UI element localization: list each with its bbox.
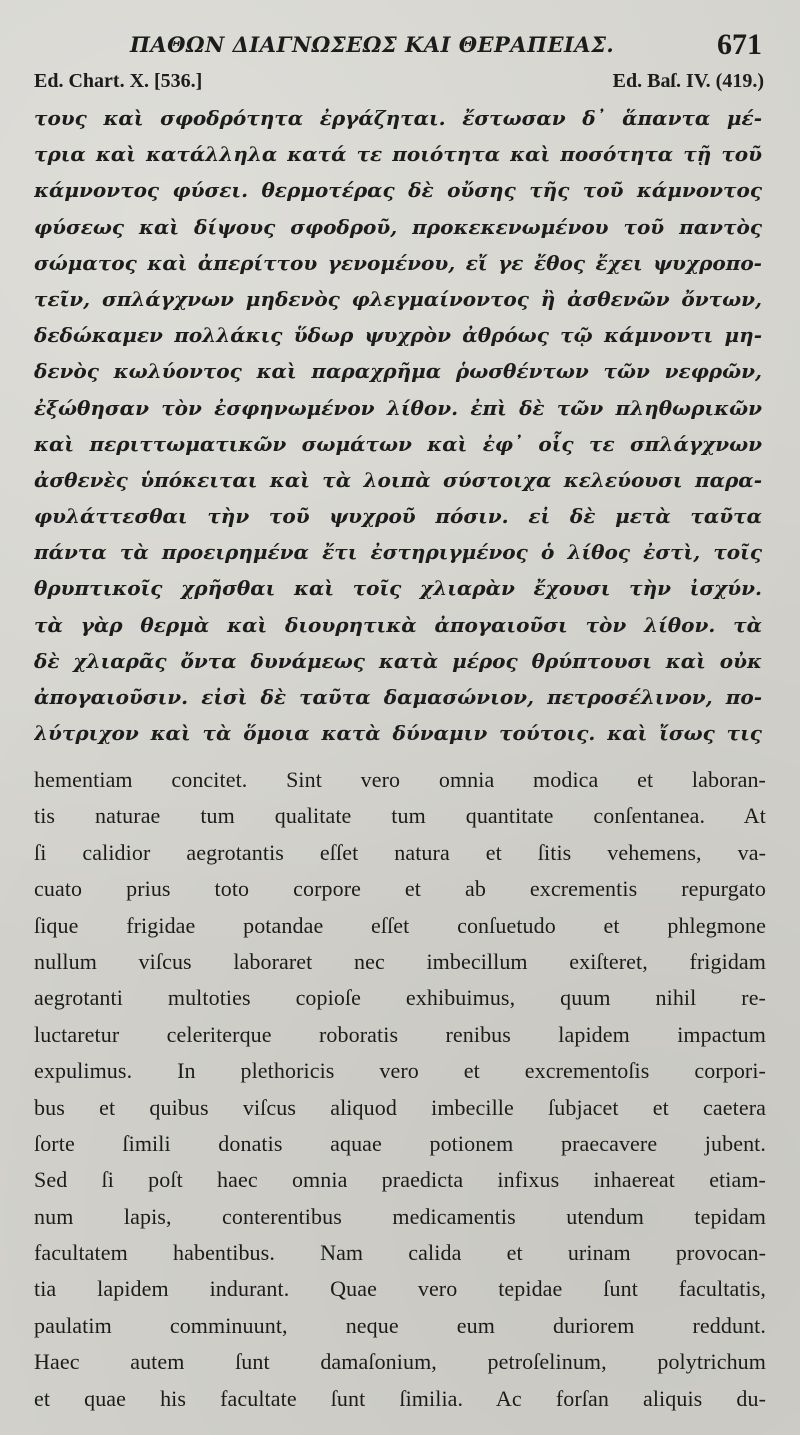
running-head (0, 28, 800, 64)
greek-text-line: κάμνοντος φύσει. θερμοτέρας δὲ οὔσης τῆς τοῦ κάμνοντος (34, 178, 762, 203)
latin-text-line: facultatem habentibus. Nam calida et urinam provocan- (34, 1240, 766, 1266)
greek-text-line: τρια καὶ κατάλληλα κατά τε ποιότητα καὶ ποσότητα τῇ τοῦ (34, 142, 762, 167)
page-number: 671 (717, 28, 762, 61)
greek-text-line: δεδώκαμεν πολλάκις ὕδωρ ψυχρὸν ἀθρόως τῷ κάμνοντι μη- (34, 323, 762, 348)
greek-text-line: τεῖν, σπλάγχνων μηδενὸς φλεγμαίνοντος ἢ ἀσθενῶν ὄντων, (34, 286, 762, 311)
latin-text-line: expulimus. In plethoricis vero et excrementoſis corpori- (34, 1058, 766, 1084)
greek-text-line: τὰ γὰρ θερμὰ καὶ διουρητικὰ ἀπογαιοῦσι τὸν λίθον. τὰ (34, 612, 762, 637)
greek-text-block (34, 100, 762, 751)
latin-text-block (34, 762, 766, 1417)
latin-text-line: et quae his facultate ſunt ſimilia. Ac forſan aliquis du- (34, 1385, 766, 1411)
latin-text-line: tia lapidem indurant. Quae vero tepidae ſunt facultatis, (34, 1276, 766, 1302)
latin-text-line: tis naturae tum qualitate tum quantitate conſentanea. At (34, 803, 766, 829)
latin-text-line: aegrotanti multoties copioſe exhibuimus, quum nihil re- (34, 985, 766, 1011)
greek-text-line: λύτριχον καὶ τὰ ὅμοια κατὰ δύναμιν τούτοις. καὶ ἴσως τις (34, 721, 762, 746)
latin-text-line: cuato prius toto corpore et ab excrementis repurgato (34, 876, 766, 902)
greek-text-line: τους καὶ σφοδρότητα ἐργάζηται. ἔστωσαν δ᾽ ἅπαντα μέ- (34, 106, 762, 130)
greek-text-line: ἀπογαιοῦσιν. εἰσὶ δὲ ταῦτα δαμασώνιον, πετροσέλινον, πο- (34, 685, 762, 709)
greek-text-line: ἀσθενὲς ὑπόκειται καὶ τὰ λοιπὰ σύστοιχα κελεύουσι παρα- (34, 467, 762, 492)
greek-text-line: πάντα τὰ προειρημένα ἔτι ἐστηριγμένος ὁ λίθος ἐστὶ, τοῖς (34, 540, 762, 565)
running-title: ΠΑΘΩΝ ΔΙΑΓΝΩΣΕΩΣ ΚΑΙ ΘΕΡΑΠΕΙΑΣ. (130, 32, 615, 57)
latin-text-line: nullum viſcus laboraret nec imbecillum exiſteret, frigidam (34, 948, 766, 974)
latin-text-line: bus et quibus viſcus aliquod imbecille ſubjacet et caetera (34, 1094, 766, 1120)
greek-text-line: καὶ περιττωματικῶν σωμάτων καὶ ἐφ᾽ οἷς τε σπλάγχνων (34, 431, 762, 456)
latin-text-line: luctaretur celeriterque roboratis renibus lapidem impactum (34, 1021, 766, 1047)
greek-text-line: δενὸς κωλύοντος καὶ παραχρῆμα ῥωσθέντων τῶν νεφρῶν, (34, 359, 762, 384)
latin-text-line: hementiam concitet. Sint vero omnia modica et laboran- (34, 767, 766, 792)
latin-text-line: paulatim comminuunt, neque eum duriorem reddunt. (34, 1312, 766, 1338)
edition-references (34, 70, 764, 100)
edition-basel-reference: Ed. Baſ. IV. (419.) (612, 70, 764, 92)
latin-text-line: ſi calidior aegrotantis eſſet natura et ſitis vehemens, va- (34, 839, 766, 865)
latin-text-line: Sed ſi poſt haec omnia praedicta infixus inhaereat etiam- (34, 1167, 766, 1193)
greek-text-line: φυλάττεσθαι τὴν τοῦ ψυχροῦ πόσιν. εἰ δὲ μετὰ ταῦτα (34, 504, 762, 529)
greek-text-line: σώματος καὶ ἀπερίττου γενομένου, εἴ γε ἔθος ἔχει ψυχροπο- (34, 250, 762, 275)
latin-text-line: Haec autem ſunt damaſonium, petroſelinum, polytrichum (34, 1349, 766, 1375)
greek-text-line: δὲ χλιαρᾶς ὄντα δυνάμεως κατὰ μέρος θρύπτουσι καὶ οὐκ (34, 648, 762, 673)
edition-chartier-reference: Ed. Chart. X. [536.] (34, 70, 203, 92)
greek-text-line: ἐξώθησαν τὸν ἐσφηνωμένον λίθον. ἐπὶ δὲ τῶν πληθωρικῶν (34, 395, 762, 420)
latin-text-line: num lapis, conterentibus medicamentis utendum tepidam (34, 1203, 766, 1229)
greek-text-line: φύσεως καὶ δίψους σφοδροῦ, προκεκενωμένου τοῦ παντὸς (34, 214, 762, 239)
latin-text-line: ſorte ſimili donatis aquae potionem praecavere jubent. (34, 1130, 766, 1156)
greek-text-line: θρυπτικοῖς χρῆσθαι καὶ τοῖς χλιαρὰν ἔχουσι τὴν ἰσχύν. (34, 576, 762, 601)
latin-text-line: ſique frigidae potandae eſſet conſuetudo et phlegmone (34, 912, 766, 938)
